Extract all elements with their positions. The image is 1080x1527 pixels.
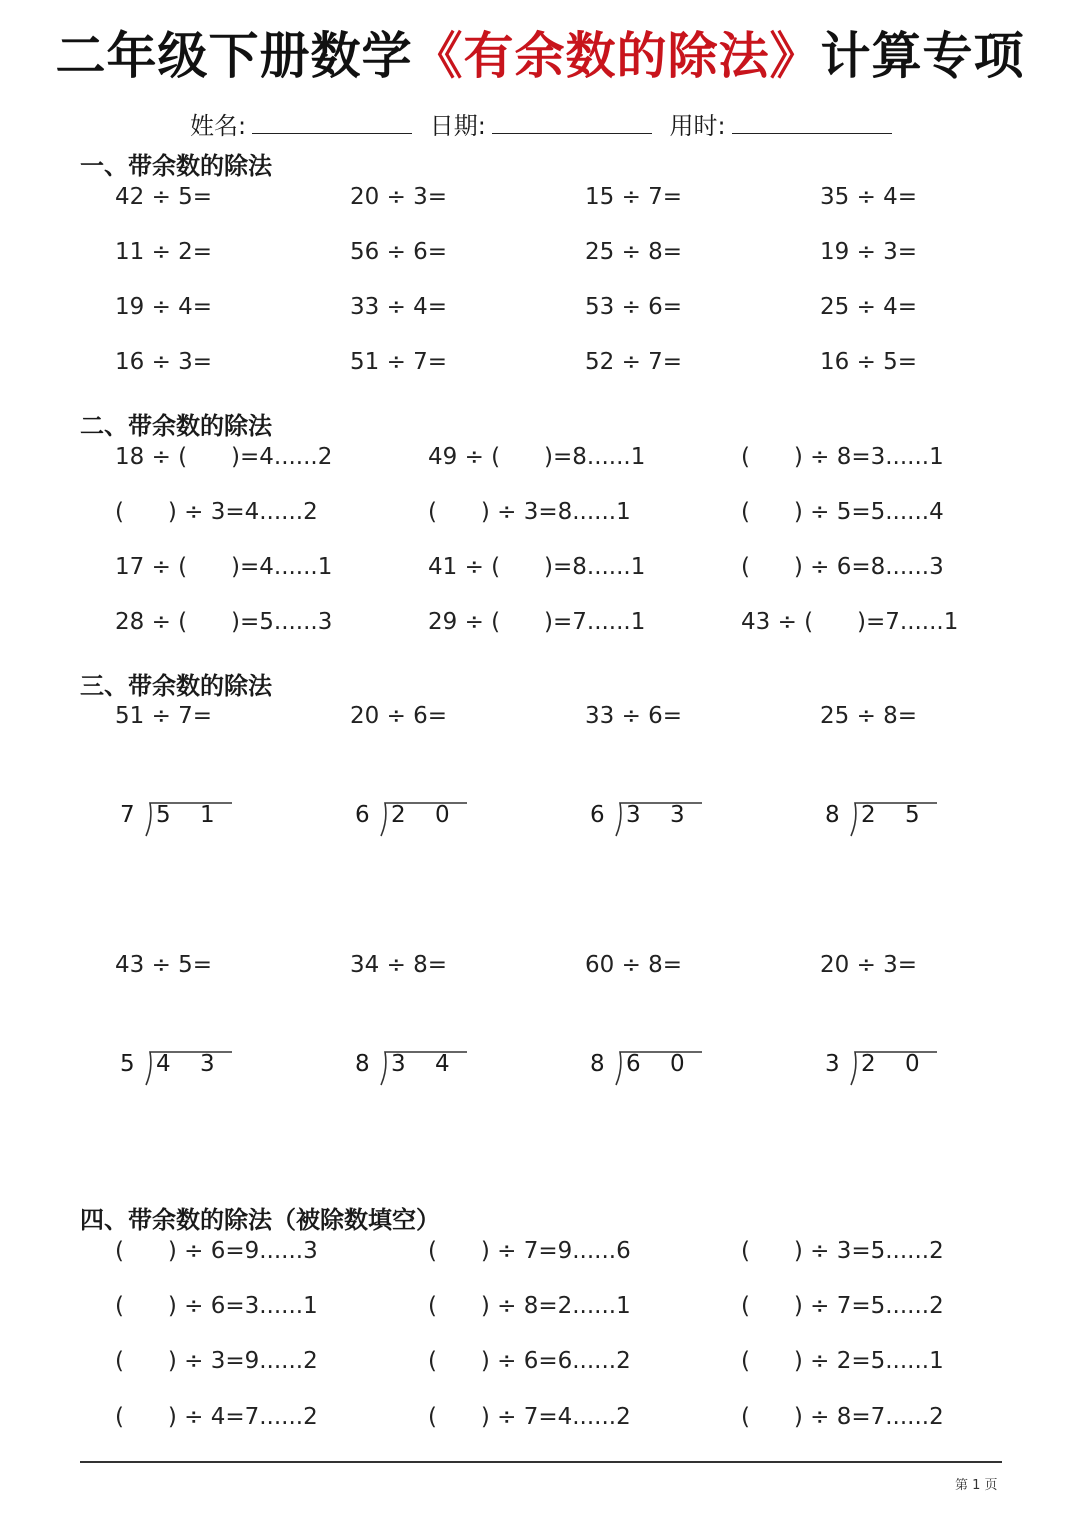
- title-highlight: 《有余数的除法》: [412, 27, 821, 85]
- problem-s2-r3-c3: ( ) ÷ 6=8......3: [741, 554, 944, 580]
- problem-s4-r3-c2: ( ) ÷ 6=6......2: [428, 1348, 631, 1374]
- time-blank[interactable]: [732, 113, 892, 134]
- problem-s2-r2-c2: ( ) ÷ 3=8......1: [428, 499, 631, 525]
- problem-s1-r3-c1: 19 ÷ 4=: [115, 294, 213, 320]
- problem-s3-r2-c4: 20 ÷ 3=: [820, 952, 918, 978]
- problem-s1-r2-c3: 25 ÷ 8=: [585, 239, 683, 265]
- problem-s4-r1-c1: ( ) ÷ 6=9......3: [115, 1238, 318, 1264]
- problem-s1-r3-c2: 33 ÷ 4=: [350, 294, 448, 320]
- problem-s1-r3-c4: 25 ÷ 4=: [820, 294, 918, 320]
- problem-s1-r2-c2: 56 ÷ 6=: [350, 239, 448, 265]
- divisor: 8: [355, 1051, 370, 1077]
- problem-s4-r2-c1: ( ) ÷ 6=3......1: [115, 1293, 318, 1319]
- time-label: 用时:: [669, 112, 726, 140]
- long-division-r2-c2[interactable]: [355, 1049, 475, 1089]
- problem-s1-r2-c1: 11 ÷ 2=: [115, 239, 213, 265]
- long-division-r2-c3[interactable]: [590, 1049, 710, 1089]
- divisor: 5: [120, 1051, 135, 1077]
- problem-s2-r3-c1: 17 ÷ ( )=4......1: [115, 554, 333, 580]
- worksheet-title: [0, 16, 1080, 88]
- problem-s1-r2-c4: 19 ÷ 3=: [820, 239, 918, 265]
- problem-s2-r1-c1: 18 ÷ ( )=4......2: [115, 444, 333, 470]
- long-division-r2-c1[interactable]: [120, 1049, 240, 1089]
- long-division-r1-c3[interactable]: [590, 800, 710, 840]
- divisor: 3: [825, 1051, 840, 1077]
- problem-s1-r4-c1: 16 ÷ 3=: [115, 349, 213, 375]
- problem-s1-r4-c4: 16 ÷ 5=: [820, 349, 918, 375]
- dividend: 4 3: [156, 1051, 226, 1077]
- problem-s1-r1-c2: 20 ÷ 3=: [350, 184, 448, 210]
- problem-s3-r2-c2: 34 ÷ 8=: [350, 952, 448, 978]
- name-label: 姓名:: [190, 112, 247, 140]
- problem-s2-r4-c1: 28 ÷ ( )=5......3: [115, 609, 333, 635]
- problem-s2-r4-c3: 43 ÷ ( )=7......1: [741, 609, 959, 635]
- problem-s3-r2-c3: 60 ÷ 8=: [585, 952, 683, 978]
- problem-s1-r4-c3: 52 ÷ 7=: [585, 349, 683, 375]
- problem-s1-r3-c3: 53 ÷ 6=: [585, 294, 683, 320]
- problem-s3-r1-c2: 20 ÷ 6=: [350, 703, 448, 729]
- divisor: 8: [590, 1051, 605, 1077]
- problem-s4-r4-c1: ( ) ÷ 4=7......2: [115, 1404, 318, 1430]
- footer-rule: [80, 1461, 1002, 1463]
- problem-s4-r3-c3: ( ) ÷ 2=5......1: [741, 1348, 944, 1374]
- divisor: 6: [590, 802, 605, 828]
- problem-s3-r1-c1: 51 ÷ 7=: [115, 703, 213, 729]
- long-division-r1-c1[interactable]: [120, 800, 240, 840]
- long-division-r1-c4[interactable]: [825, 800, 945, 840]
- problem-s4-r3-c1: ( ) ÷ 3=9......2: [115, 1348, 318, 1374]
- dividend: 6 0: [626, 1051, 696, 1077]
- title-suffix: 计算专项: [820, 27, 1025, 85]
- problem-s2-r4-c2: 29 ÷ ( )=7......1: [428, 609, 646, 635]
- problem-s3-r1-c3: 33 ÷ 6=: [585, 703, 683, 729]
- divisor: 7: [120, 802, 135, 828]
- section-3-heading: 三、带余数的除法: [80, 672, 272, 700]
- problem-s4-r1-c2: ( ) ÷ 7=9......6: [428, 1238, 631, 1264]
- divisor: 8: [825, 802, 840, 828]
- section-2-heading: 二、带余数的除法: [80, 412, 272, 440]
- dividend: 3 4: [391, 1051, 461, 1077]
- page-number: 第 1 页: [955, 1478, 998, 1493]
- problem-s4-r4-c3: ( ) ÷ 8=7......2: [741, 1404, 944, 1430]
- problem-s4-r1-c3: ( ) ÷ 3=5......2: [741, 1238, 944, 1264]
- problem-s2-r1-c3: ( ) ÷ 8=3......1: [741, 444, 944, 470]
- date-label: 日期:: [429, 112, 486, 140]
- problem-s4-r2-c3: ( ) ÷ 7=5......2: [741, 1293, 944, 1319]
- student-info: [190, 106, 902, 141]
- section-1-heading: 一、带余数的除法: [80, 152, 272, 180]
- long-division-r2-c4[interactable]: [825, 1049, 945, 1089]
- long-division-r1-c2[interactable]: [355, 800, 475, 840]
- dividend: 5 1: [156, 802, 226, 828]
- problem-s2-r3-c2: 41 ÷ ( )=8......1: [428, 554, 646, 580]
- problem-s1-r1-c1: 42 ÷ 5=: [115, 184, 213, 210]
- problem-s4-r4-c2: ( ) ÷ 7=4......2: [428, 1404, 631, 1430]
- dividend: 3 3: [626, 802, 696, 828]
- dividend: 2 0: [391, 802, 461, 828]
- section-4-heading: 四、带余数的除法（被除数填空）: [80, 1206, 440, 1234]
- problem-s1-r1-c3: 15 ÷ 7=: [585, 184, 683, 210]
- problem-s3-r2-c1: 43 ÷ 5=: [115, 952, 213, 978]
- problem-s3-r1-c4: 25 ÷ 8=: [820, 703, 918, 729]
- dividend: 2 0: [861, 1051, 931, 1077]
- problem-s2-r2-c1: ( ) ÷ 3=4......2: [115, 499, 318, 525]
- problem-s2-r2-c3: ( ) ÷ 5=5......4: [741, 499, 944, 525]
- problem-s4-r2-c2: ( ) ÷ 8=2......1: [428, 1293, 631, 1319]
- dividend: 2 5: [861, 802, 931, 828]
- problem-s1-r1-c4: 35 ÷ 4=: [820, 184, 918, 210]
- problem-s2-r1-c2: 49 ÷ ( )=8......1: [428, 444, 646, 470]
- date-blank[interactable]: [492, 113, 652, 134]
- problem-s1-r4-c2: 51 ÷ 7=: [350, 349, 448, 375]
- name-blank[interactable]: [252, 113, 412, 134]
- divisor: 6: [355, 802, 370, 828]
- title-prefix: 二年级下册数学: [55, 27, 413, 85]
